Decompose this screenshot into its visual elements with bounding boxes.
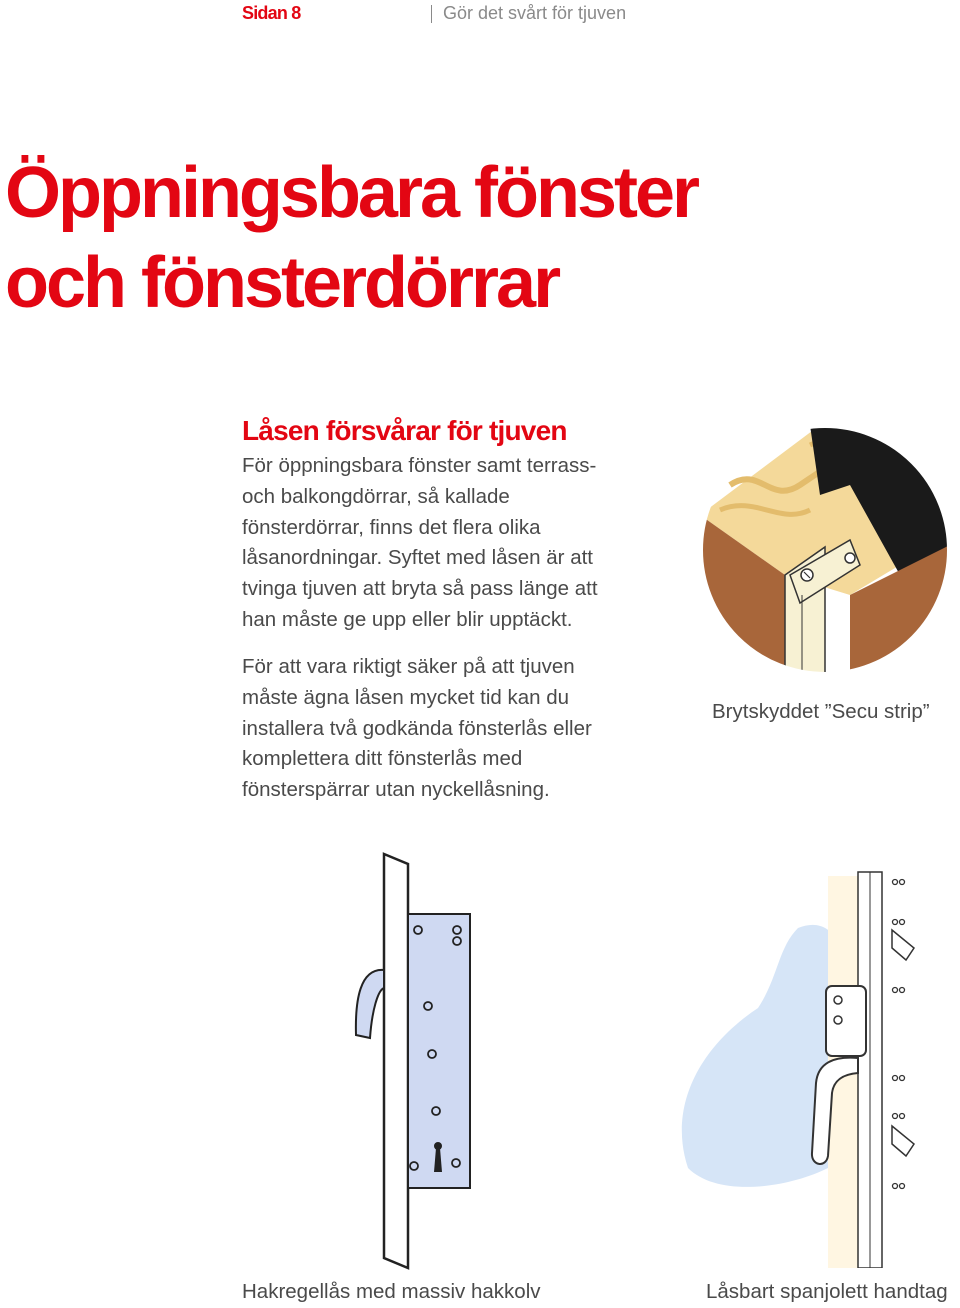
caption-hook-lock: Hakregellås med massiv hakkolv <box>242 1280 541 1303</box>
page-title-line2: och fönsterdörrar <box>5 243 559 323</box>
page-number: Sidan 8 <box>242 3 301 23</box>
caption-window-handle: Låsbart spanjolett handtag <box>706 1280 948 1303</box>
page-header <box>242 2 300 24</box>
section-title: Gör det svårt för tjuven <box>433 2 626 24</box>
page-title-line1: Öppningsbara fönster <box>5 153 698 233</box>
subheading: Låsen försvårar för tjuven <box>242 415 567 446</box>
window-handle-illustration <box>678 868 940 1268</box>
body-paragraph-1: För öppningsbara fönster samt terrass- och balkongdörrar, så kallade fönsterdörrar, finns det flera olika låsanordningar. Syftet med låsen är att tvinga tjuven att bryta så pass länge att han måste ge upp eller blir upptäckt. <box>242 454 598 631</box>
body-paragraph-2: För att vara riktigt säker på att tjuven måste ägna låsen mycket tid kan du installera två godkända fönsterlås eller komplettera ditt fönsterlås med fönsterspärrar utan nyckellåsning. <box>242 655 592 802</box>
caption-secu-strip: Brytskyddet ”Secu strip” <box>712 700 930 723</box>
page-title <box>5 148 725 328</box>
hook-lock-illustration <box>350 850 480 1270</box>
secu-strip-illustration <box>700 425 950 675</box>
